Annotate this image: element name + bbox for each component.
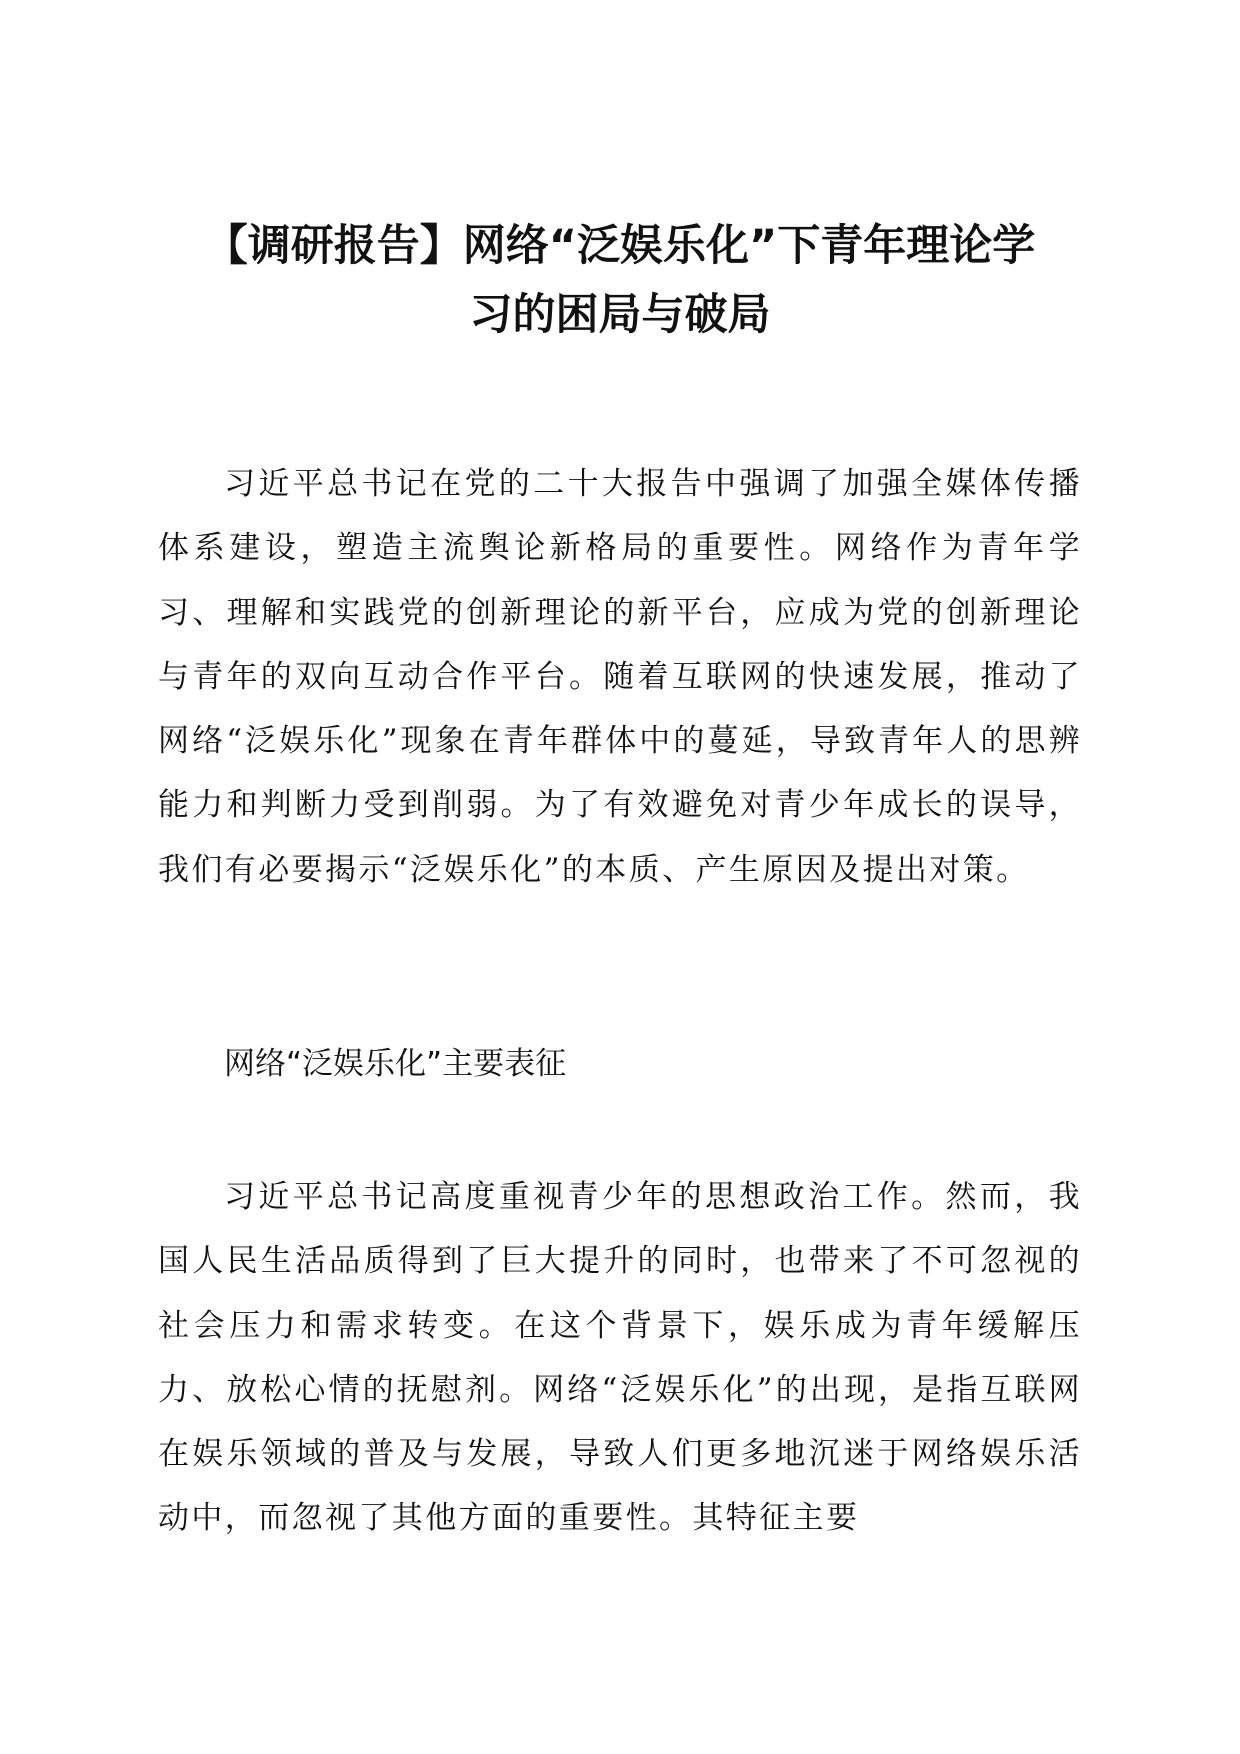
title-line-2: 习的困局与破局 [469,290,771,340]
body-paragraph: 习近平总书记高度重视青少年的思想政治工作。然而，我国人民生活品质得到了巨大提升的同时，也带来了不可忽视的社会压力和需求转变。在这个背景下，娱乐成为青年缓解压力、放松心情的抚慰剂。网络“泛娱乐化”的出现，是指互联网在娱乐领域的普及与发展，导致人们更多地沉迷于网络娱乐活动中，而忽视了其他方面的重要性。其特征主要 [158,1179,1082,1537]
intro-paragraph: 习近平总书记在党的二十大报告中强调了加强全媒体传播体系建设，塑造主流舆论新格局的重要性。网络作为青年学习、理解和实践党的创新理论的新平台，应成为党的创新理论与青年的双向互动合作平台。随着互联网的快速发展，推动了网络“泛娱乐化”现象在青年群体中的蔓延，导致青年人的思辨能力和判断力受到削弱。为了有效避免对青少年成长的误导，我们有必要揭示“泛娱乐化”的本质、产生原因及提出对策。 [158,466,1082,888]
title-line-1: 【调研报告】网络“泛娱乐化”下青年理论学 [204,221,1036,271]
section-heading: 网络“泛娱乐化”主要表征 [224,1046,567,1082]
document-title [150,212,1090,350]
